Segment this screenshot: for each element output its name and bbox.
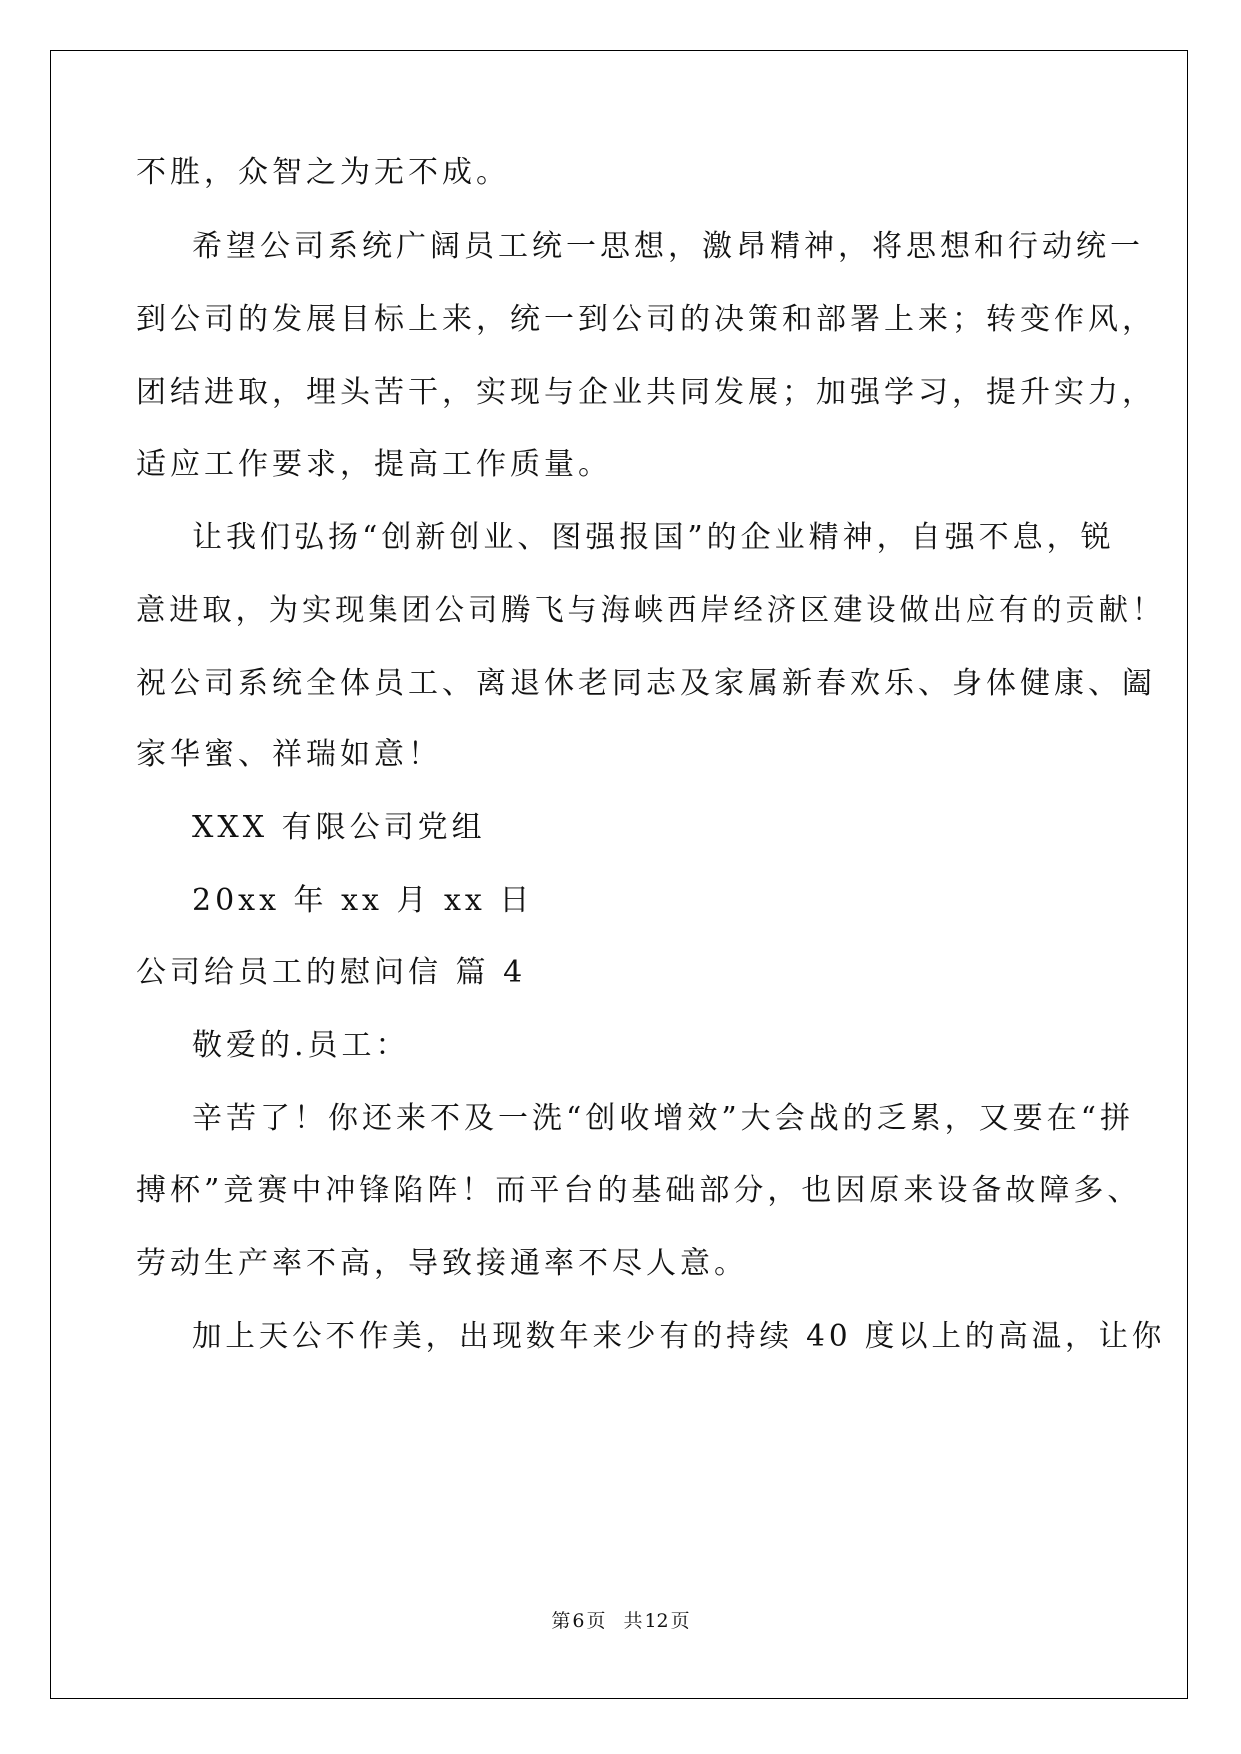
- text-line-5: 适应工作要求，提高工作质量。: [136, 447, 612, 482]
- text-line-17: 加上天公不作美，出现数年来少有的持续 40 度以上的高温，让你: [192, 1319, 1166, 1354]
- text-line-15: 搏杯”竞赛中冲锋陷阵！而平台的基础部分，也因原来设备故障多、: [136, 1173, 1142, 1208]
- footer-page-suffix: 页: [586, 1610, 606, 1632]
- current-page-number: 6: [572, 1610, 585, 1632]
- total-page-number: 12: [644, 1610, 669, 1632]
- text-line-4: 团结进取，埋头苦干，实现与企业共同发展；加强学习，提升实力，: [136, 375, 1156, 410]
- text-line-7: 意进取，为实现集团公司腾飞与海峡西岸经济区建设做出应有的贡献！: [136, 593, 1166, 628]
- footer-prefix: 第: [551, 1610, 571, 1632]
- text-line-3: 到公司的发展目标上来，统一到公司的决策和部署上来；转变作风，: [136, 302, 1156, 337]
- salutation: 敬爱的.员工：: [192, 1028, 410, 1063]
- signature-org: XXX 有限公司党组: [192, 810, 486, 845]
- text-line-14: 辛苦了！你还来不及一洗“创收增效”大会战的乏累，又要在“拼: [192, 1101, 1135, 1136]
- page-border: [50, 50, 1188, 1699]
- text-line-1: 不胜，众智之为无不成。: [136, 155, 510, 190]
- section-heading: 公司给员工的慰问信 篇 4: [136, 955, 527, 990]
- footer-total-prefix: 共: [623, 1610, 643, 1632]
- text-line-9: 家华蜜、祥瑞如意！: [136, 737, 442, 772]
- text-line-8: 祝公司系统全体员工、离退休老同志及家属新春欢乐、身体健康、阖: [136, 666, 1156, 701]
- text-line-6: 让我们弘扬“创新创业、图强报国”的企业精神，自强不息，锐: [192, 520, 1115, 555]
- page-footer: [0, 1606, 1241, 1633]
- text-line-2: 希望公司系统广阔员工统一思想，激昂精神，将思想和行动统一: [192, 229, 1144, 264]
- signature-date: 20xx 年 xx 月 xx 日: [192, 883, 534, 918]
- text-line-16: 劳动生产率不高，导致接通率不尽人意。: [136, 1246, 748, 1281]
- footer-total-suffix: 页: [670, 1610, 690, 1632]
